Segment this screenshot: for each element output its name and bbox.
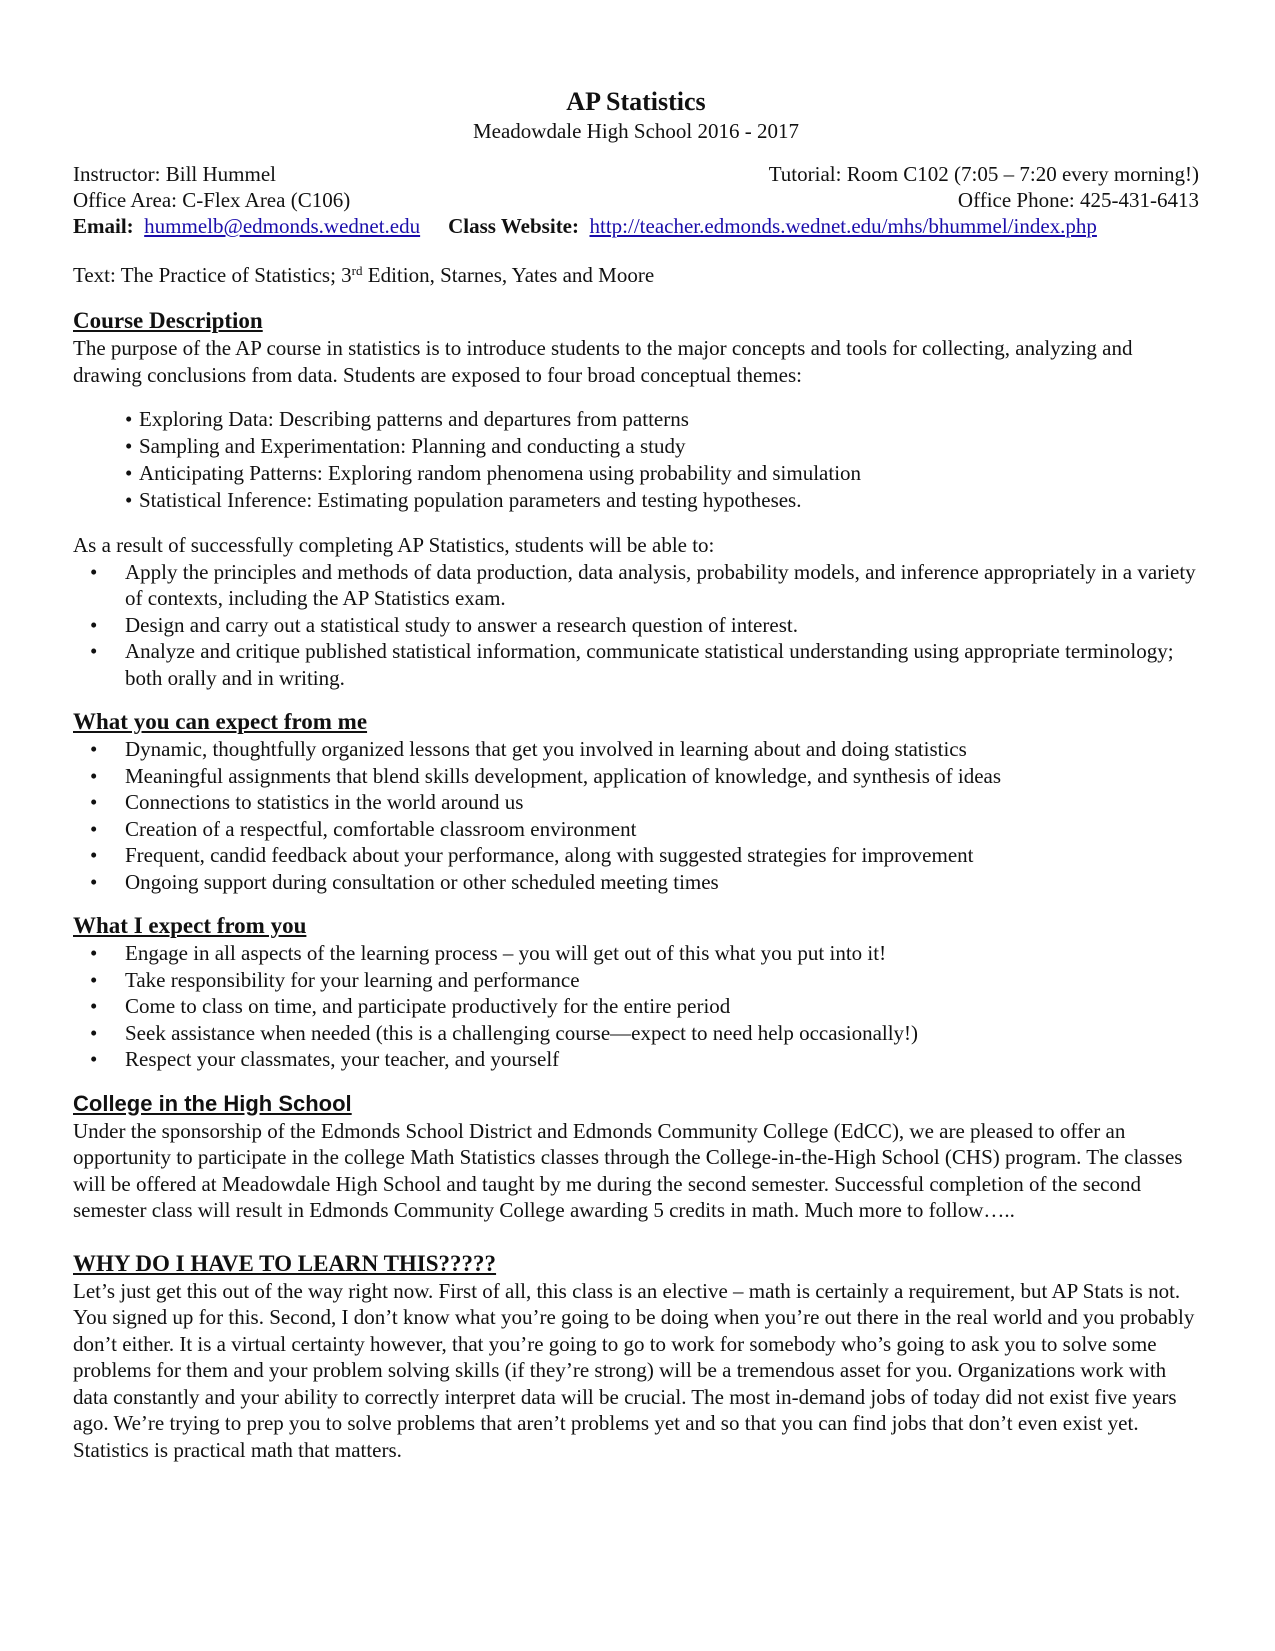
list-item: • Anticipating Patterns: Exploring random phenomena using probability and simulation — [125, 461, 862, 485]
list-item: • Meaningful assignments that blend skills development, application of knowledge, and synthesis of ideas — [90, 763, 1002, 788]
bullet-icon: • — [90, 790, 98, 814]
syllabus-page — [73, 86, 1199, 1463]
list-item: • Engage in all aspects of the learning process – you will get out of this what you put into it! — [90, 941, 887, 965]
website-link[interactable]: http://teacher.edmonds.wednet.edu/mhs/bhummel/index.php — [589, 214, 1097, 238]
page-title: AP Statistics — [566, 87, 706, 116]
page-subtitle: Meadowdale High School 2016 - 2017 — [472, 119, 800, 143]
expect-from-you-section — [73, 912, 1199, 1073]
textbook-sup: rd — [351, 263, 363, 278]
textbook-line — [73, 262, 1199, 288]
why-section — [73, 1250, 1199, 1464]
tutorial-text: Tutorial: Room C102 (7:05 – 7:20 every morning!) — [768, 162, 1199, 186]
bullet-icon: • — [90, 994, 98, 1018]
college-body: Under the sponsorship of the Edmonds School District and Edmonds Community College (EdCC), we are pleased to offer an opportunity to participate in the college Math Statistics classes through the College-in-the-High School (CHS) program. The classes will be offered at Meadowdale High School and taught by me during the second semester. Successful completion of the second semester class will result in Edmonds Community College awarding 5 credits in math. Much more to follow….. — [73, 1118, 1183, 1222]
office-area-text: Office Area: C-Flex Area (C106) — [73, 188, 351, 212]
outcomes-lead: As a result of successfully completing AP Statistics, students will be able to: — [73, 533, 715, 557]
info-row-2 — [73, 187, 1199, 213]
course-description-body: The purpose of the AP course in statistics is to introduce students to the major concepts and tools for collecting, analyzing and drawing conclusions from data. Students are exposed to four broad conceptual themes: — [73, 336, 1133, 387]
info-row-3 — [73, 213, 1199, 239]
bullet-icon: • — [125, 461, 133, 485]
email-link[interactable]: hummelb@edmonds.wednet.edu — [144, 214, 421, 238]
instructor-text: Instructor: Bill Hummel — [73, 162, 276, 186]
bullet-icon: • — [90, 639, 98, 663]
bullet-icon: • — [90, 612, 98, 637]
course-description-section — [73, 307, 1199, 691]
list-item: • Creation of a respectful, comfortable classroom environment — [90, 816, 637, 841]
list-item: • Apply the principles and methods of data production, data analysis, probability models, and inference appropriately in a variety of contexts, including the AP Statistics exam. — [90, 559, 1196, 610]
bullet-icon: • — [125, 407, 133, 431]
expect-from-me-heading: What you can expect from me — [73, 709, 368, 734]
bullet-icon: • — [90, 967, 98, 992]
list-item: • Seek assistance when needed (this is a challenging course—expect to need help occasionally!) — [90, 1020, 919, 1045]
list-item: • Sampling and Experimentation: Planning and conducting a study — [125, 434, 686, 458]
bullet-icon: • — [90, 1047, 98, 1071]
list-item: • Statistical Inference: Estimating population parameters and testing hypotheses. — [125, 488, 802, 512]
bullet-icon: • — [90, 869, 98, 894]
list-item: • Design and carry out a statistical study to answer a research question of interest. — [90, 612, 798, 637]
list-item: • Come to class on time, and participate productively for the entire period — [90, 994, 731, 1018]
bullet-icon: • — [90, 737, 98, 761]
expect-from-me-section — [73, 708, 1199, 895]
bullet-icon: • — [125, 488, 133, 512]
textbook-prefix: Text: The Practice of Statistics; 3 — [73, 263, 352, 287]
expect-from-you-list — [73, 940, 1199, 1073]
expect-from-you-heading: What I expect from you — [73, 913, 307, 938]
list-item: • Dynamic, thoughtfully organized lessons that get you involved in learning about and doing statistics — [90, 737, 967, 761]
list-item: • Ongoing support during consultation or other scheduled meeting times — [90, 869, 719, 894]
bullet-icon: • — [125, 434, 133, 458]
office-phone-text: Office Phone: 425-431-6413 — [957, 188, 1199, 212]
bullet-icon: • — [90, 843, 98, 867]
textbook-suffix: Edition, Starnes, Yates and Moore — [362, 263, 655, 287]
outcomes-list — [73, 559, 1199, 692]
college-section — [73, 1090, 1199, 1224]
bullet-icon: • — [90, 816, 98, 841]
list-item: • Take responsibility for your learning and performance — [90, 967, 580, 992]
college-heading: College in the High School — [73, 1090, 352, 1116]
bullet-icon: • — [90, 941, 98, 965]
list-item: • Frequent, candid feedback about your performance, along with suggested strategies for improvement — [90, 843, 974, 867]
list-item: • Connections to statistics in the world around us — [90, 790, 524, 814]
why-heading: WHY DO I HAVE TO LEARN THIS????? — [73, 1250, 497, 1276]
bullet-icon: • — [90, 1020, 98, 1045]
themes-list — [124, 406, 1199, 514]
website-label: Class Website: — [448, 214, 579, 238]
email-label: Email: — [73, 214, 134, 238]
bullet-icon: • — [90, 559, 98, 584]
info-row-1 — [73, 161, 1199, 187]
list-item: • Exploring Data: Describing patterns and departures from patterns — [125, 407, 689, 431]
list-item: • Respect your classmates, your teacher, and yourself — [90, 1047, 560, 1071]
expect-from-me-list — [73, 736, 1199, 895]
why-body: Let’s just get this out of the way right now. First of all, this class is an elective – math is certainly a requirement, but AP Stats is not. You signed up for this. Second, I don’t know what you’re going to be doing when you’re out there in the real world and you probably don’t either. It is a virtual certainty however, that you’re going to go to work for somebody who’s going to ask you to solve some problems for them and your problem solving skills (if they’re strong) will be a tremendous asset for you. Organizations work with data constantly and your ability to correctly interpret data will be crucial. The most in-demand jobs of today did not exist five years ago. We’re trying to prep you to solve problems that aren’t problems yet and so that you can find jobs that don’t even exist yet. Statistics is practical math that matters. — [73, 1278, 1195, 1462]
bullet-icon: • — [90, 763, 98, 788]
list-item: • Analyze and critique published statistical information, communicate statistical understanding using appropriate terminology; both orally and in writing. — [90, 639, 1174, 690]
course-description-heading: Course Description — [73, 308, 263, 333]
